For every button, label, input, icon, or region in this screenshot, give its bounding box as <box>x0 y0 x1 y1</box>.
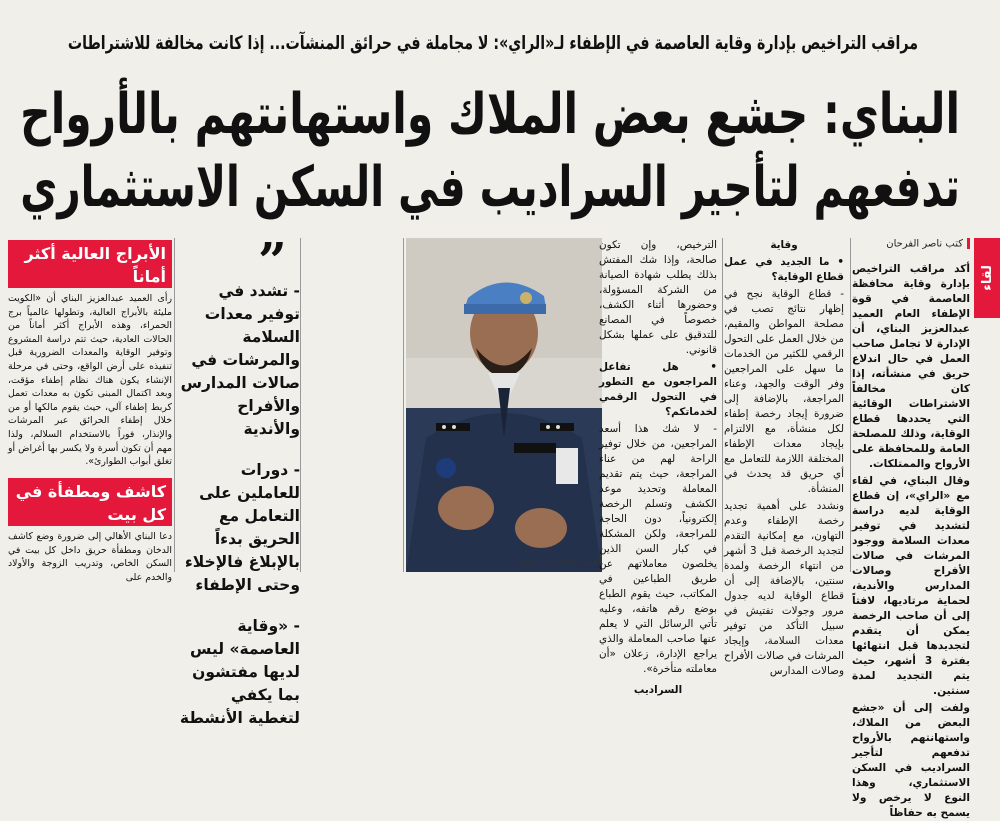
column-divider <box>300 238 301 572</box>
sidebar-text: رأى العميد عبدالعزيز البناي أن «الكويت مليئة بالأبراج العالية، وتطولها عالمياً برج الحمراء، وهذه الأبراج أكثر أماناً من الحالات العادية، حيث تتم دراسة المشروع وتوفير الوقاية والمعدات الضرورية قبل تنفيذه على أرض الواقع، وحتى في مرحلة الإنشاء يكون هناك نظام إطفاء مؤقت، وبعد اكتمال المبنى تكون به معدات تعمل كربط إطفاء آلي، حيث يقوم مالكها أو من خلال إطفاء الحرائق عبر المرشات والإنذار، فوراً بالاستخدام السلالم، ولذا مهم أن تكون أسرة ولا يكسر بها أغراض أو تغلق أبواب الطوارئ». <box>8 293 172 468</box>
column-divider <box>403 238 404 572</box>
paragraph: ونشدد على أهمية تجديد رخصة الإطفاء وعدم التهاون، مع إمكانية التقدم لتجديد الرخصة قبل 3 أشهر من انتهاء الرخصة ولمدة سنتين، بالإضافة إلى أن قطاع الوقاية لديه جدول مرور وجولات تفتيش في سبيل التأكد من توفير معدات السلامة، وإيجاد المرشات في صالات الأفراح وصالات المدارس <box>724 500 845 677</box>
sidebar-title: كاشف ومطفأة في كل بيت <box>8 478 172 526</box>
pull-quote: - «وقاية العاصمة» ليس لديها مفتشون بما يكفي لتغطية الأنشطة <box>179 617 300 727</box>
byline: كتب ناصر الفرحان <box>850 238 970 250</box>
interview-photo <box>406 238 602 572</box>
pull-quote: - دورات للعاملين على التعامل مع الحريق بدءاً بالإبلاغ فالإخلاء وحتى الإطفاء <box>184 461 300 594</box>
column-divider <box>174 238 175 572</box>
pull-quote: - تشدد في توفير معدات السلامة والمرشات في صالات المدارس والأفراح والأندية <box>180 282 300 438</box>
column-divider <box>722 238 723 572</box>
paragraph: الترخيص، وإن تكون صالحة، وإذا شك المفتش بذلك يطلب شهادة الصيانة من الشركة المسؤولة، وحضورها أثناء الكشف، خصوصاً في المصانع للتدقيق على عملها بشكل قانوني. <box>599 239 717 356</box>
subhead: وقاية <box>770 239 798 251</box>
sidebar-text: دعا البناي الأهالي إلى ضرورة وضع كاشف الدخان ومطفأة حريق داخل كل بيت في السكن الخاص، وتدريب الزوجة والأولاد والخدم على <box>8 531 172 583</box>
paragraph: - قطاع الوقاية نجح في إظهار نتائج تصب في مصلحة المواطن والمقيم، من خلال العمل على التحول الرقمي للكثير من الخدمات ما سهل على المراجعين وفر الوقت والجهد، وعناء المراجعة، بالإضافة إلى ضرورة إيجاد رخصة إطفاء لكل منشأة، مع الالتزام بإيجاد معدات الإطفاء المختلفة اللازمة للتعامل مع أي حريق قد يحدث في المنشأة. <box>724 288 844 495</box>
question: • هل تفاعل المراجعون مع التطور في التحول الرقمي لخدماتكم؟ <box>599 361 717 418</box>
subhead: السراديب <box>633 684 683 696</box>
headline-line-2: تدفعهم لتأجير السراديب في السكن الاستثماري <box>20 155 961 220</box>
column-divider <box>850 238 851 572</box>
photo-caption: العميد عبدالعزيز البناي <box>523 557 602 567</box>
lead-column <box>852 262 970 819</box>
officer-photo <box>406 238 602 572</box>
section-tab: لقاء <box>974 238 1000 318</box>
body-column-2 <box>724 238 845 677</box>
lead-paragraph: وقال البناي، في لقاء مع «الراي»، إن قطاع الوقاية لديه دراسة لتشديد في توفير معدات السلامة ووجود المرشات في صالات الأفراح وصالات المدارس والأندية، لحماية مرتاديها، لافتاً إلى أن صاحب الرخصة يمكن أن يتقدم لتجديدها قبل انتهائها بفترة 3 أشهر، حيث يتم التجديد لمدة سنتين. <box>852 475 970 697</box>
quote-mark-icon: ” <box>258 231 287 290</box>
body-column-3 <box>599 238 717 696</box>
lead-paragraph: ولفت إلى أن «جشع البعض من الملاك، واستهانتهم بالأرواح تدفعهم لتأجير السراديب في السكن الاستثماري، وهذا النوع لا يرخص ولا يسمح به حفاظاً <box>852 702 970 819</box>
sidebar-title: الأبراج العالية أكثر أماناً <box>8 240 172 288</box>
pull-quotes <box>178 280 300 748</box>
paragraph: - لا شك هذا أسعد المراجعين، من خلال توفير الراحة لهم من عناء المراجعة، حيث يتم تقديم المعاملة وتحديد موعد الكشف وتسلم الرخصة إلكترونياً، دون الحاجة للمراجعة، ولكن المشكلة في كبار السن الذين يخلصون معاملاتهم عن طريق الطباعين في المكاتب، حيث يقوم الطباع بوضع رقم هاتفه، وعليه تأتي الرسائل التي لا يعلم عنها صاحب المعاملة والذي يراجع الإدارة، زعلان «أن معاملته متأخرة». <box>599 423 717 675</box>
lead-paragraph: أكد مراقب التراخيص بإدارة وقاية محافظة العاصمة في قوة الإطفاء العام العميد عبدالعزيز البناي، أن الإدارة لا تجامل صاحب العمل في حال اندلاع حريق في منشأته، إذا كان مخالفاً الاشتراطات الوقائية التي يحددها قطاع الوقاية، وذلك للمصلحة العامة وللمحافظة على الأرواح والممتلكات. <box>852 263 970 470</box>
headline-line-1: البناي: جشع بعض الملاك واستهانتهم بالأرواح <box>20 82 960 147</box>
article-kicker: مراقب التراخيص بإدارة وقاية العاصمة في الإطفاء لـ«الراي»: لا مجاملة في حرائق المنشآت... إذا كانت مخالفة للاشتراطات <box>67 33 919 54</box>
question: • ما الجديد في عمل قطاع الوقاية؟ <box>724 256 844 283</box>
